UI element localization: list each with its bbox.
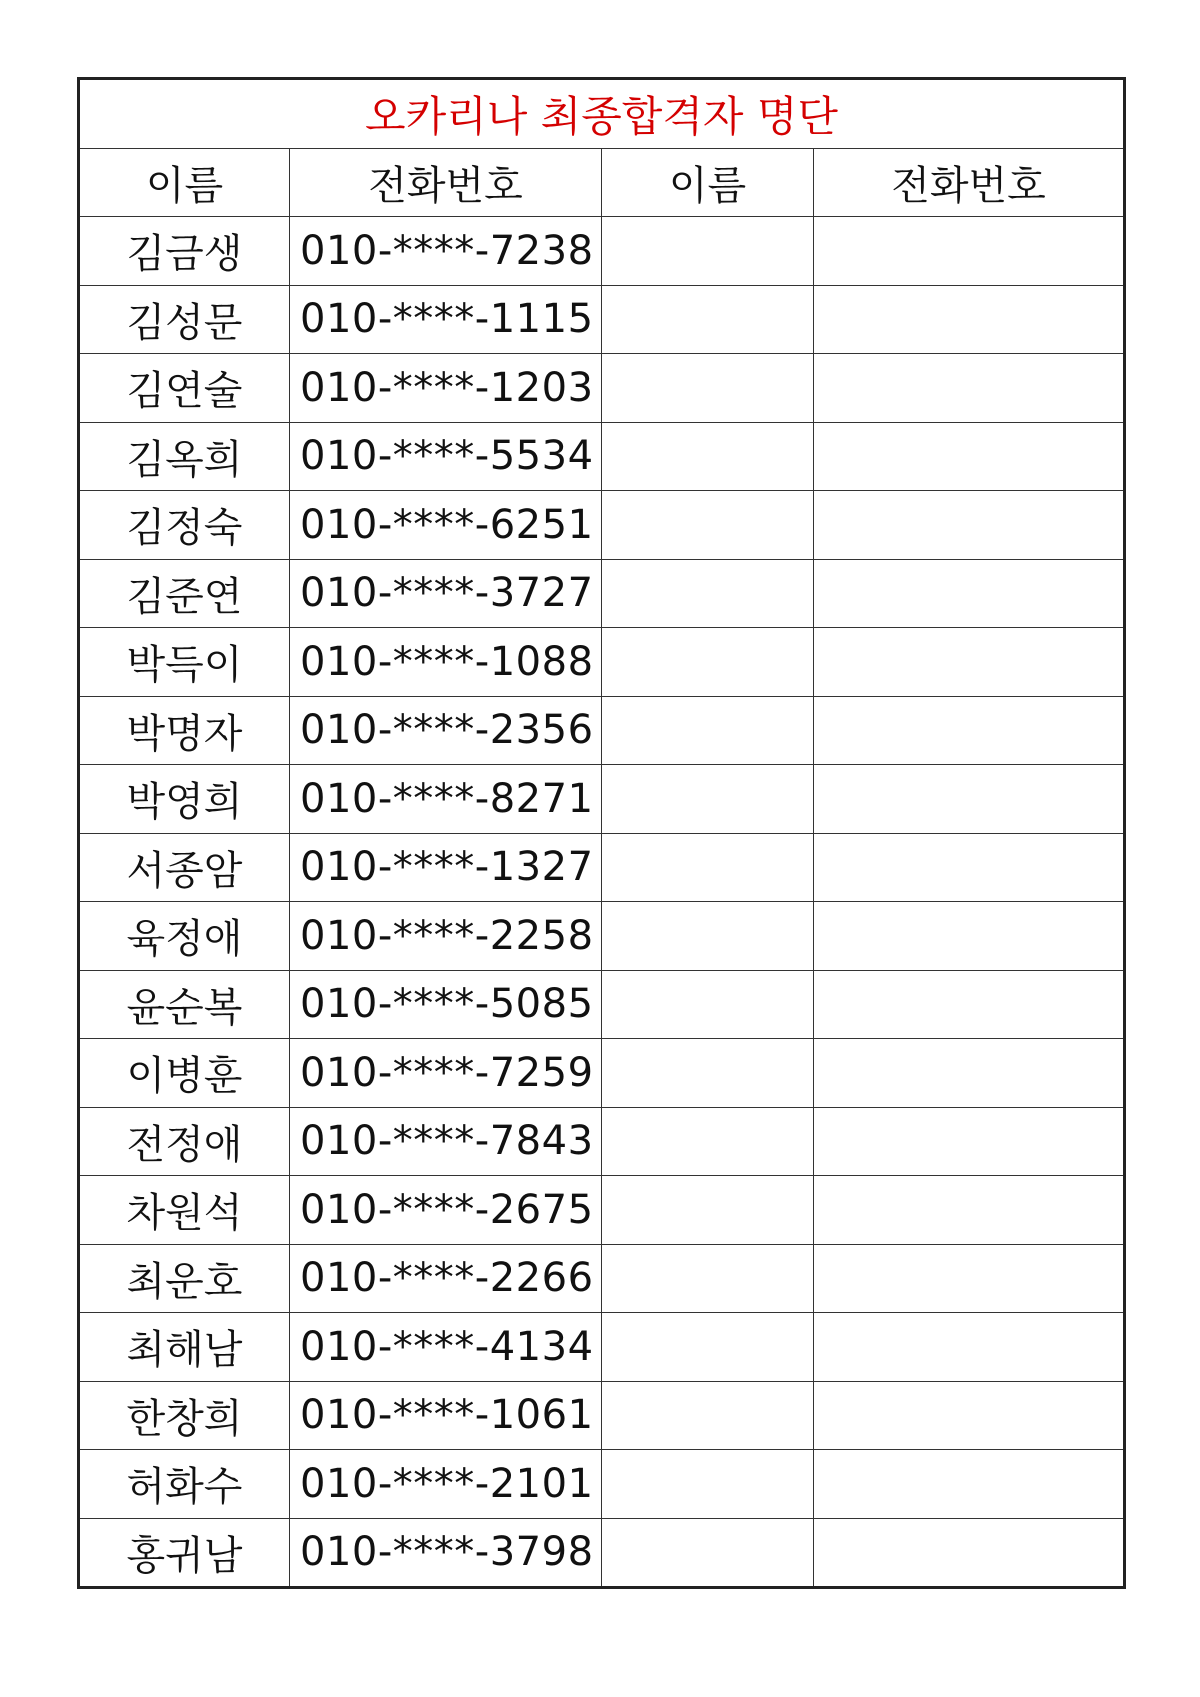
name-cell: 전정애 xyxy=(79,1107,290,1176)
phone-cell-empty xyxy=(814,765,1125,834)
phone-cell-empty xyxy=(814,491,1125,560)
header-name-2: 이름 xyxy=(602,148,814,217)
phone-cell: 010-****-3798 xyxy=(290,1518,602,1588)
phone-cell-empty xyxy=(814,354,1125,423)
header-row xyxy=(79,148,1125,217)
table-title: 오카리나 최종합격자 명단 xyxy=(79,79,1125,149)
table-row xyxy=(79,833,1125,902)
phone-cell: 010-****-1203 xyxy=(290,354,602,423)
phone-cell: 010-****-5085 xyxy=(290,970,602,1039)
name-cell-empty xyxy=(602,765,814,834)
phone-cell: 010-****-8271 xyxy=(290,765,602,834)
name-cell: 이병훈 xyxy=(79,1039,290,1108)
name-cell: 최해남 xyxy=(79,1313,290,1382)
name-cell: 윤순복 xyxy=(79,970,290,1039)
name-cell-empty xyxy=(602,491,814,560)
name-cell: 박영희 xyxy=(79,765,290,834)
name-cell-empty xyxy=(602,833,814,902)
name-cell: 서종암 xyxy=(79,833,290,902)
name-cell: 차원석 xyxy=(79,1176,290,1245)
name-cell-empty xyxy=(602,559,814,628)
name-cell: 김준연 xyxy=(79,559,290,628)
phone-cell-empty xyxy=(814,217,1125,286)
table-row xyxy=(79,1450,1125,1519)
phone-cell-empty xyxy=(814,1039,1125,1108)
phone-cell: 010-****-2101 xyxy=(290,1450,602,1519)
name-cell: 김옥희 xyxy=(79,422,290,491)
name-cell-empty xyxy=(602,1244,814,1313)
phone-cell: 010-****-7259 xyxy=(290,1039,602,1108)
table-row xyxy=(79,217,1125,286)
name-cell: 김금생 xyxy=(79,217,290,286)
table-row xyxy=(79,1381,1125,1450)
phone-cell: 010-****-2675 xyxy=(290,1176,602,1245)
table-row xyxy=(79,696,1125,765)
table-row xyxy=(79,1244,1125,1313)
name-cell-empty xyxy=(602,1518,814,1588)
name-cell-empty xyxy=(602,1381,814,1450)
name-cell: 박명자 xyxy=(79,696,290,765)
phone-cell-empty xyxy=(814,1244,1125,1313)
name-cell: 김정숙 xyxy=(79,491,290,560)
name-cell-empty xyxy=(602,422,814,491)
phone-cell: 010-****-1327 xyxy=(290,833,602,902)
name-cell-empty xyxy=(602,696,814,765)
name-cell: 박득이 xyxy=(79,628,290,697)
phone-cell: 010-****-3727 xyxy=(290,559,602,628)
name-cell-empty xyxy=(602,354,814,423)
phone-cell: 010-****-4134 xyxy=(290,1313,602,1382)
phone-cell-empty xyxy=(814,902,1125,971)
name-cell: 홍귀남 xyxy=(79,1518,290,1588)
phone-cell: 010-****-5534 xyxy=(290,422,602,491)
phone-cell: 010-****-1115 xyxy=(290,285,602,354)
table-row xyxy=(79,1176,1125,1245)
roster-table xyxy=(77,77,1126,1589)
phone-cell-empty xyxy=(814,1381,1125,1450)
phone-cell-empty xyxy=(814,833,1125,902)
phone-cell: 010-****-6251 xyxy=(290,491,602,560)
header-name: 이름 xyxy=(79,148,290,217)
table-row xyxy=(79,354,1125,423)
name-cell-empty xyxy=(602,970,814,1039)
phone-cell: 010-****-2356 xyxy=(290,696,602,765)
name-cell-empty xyxy=(602,902,814,971)
phone-cell-empty xyxy=(814,559,1125,628)
phone-cell-empty xyxy=(814,1176,1125,1245)
phone-cell-empty xyxy=(814,1107,1125,1176)
table-row xyxy=(79,970,1125,1039)
name-cell: 최운호 xyxy=(79,1244,290,1313)
name-cell: 김연술 xyxy=(79,354,290,423)
phone-cell-empty xyxy=(814,696,1125,765)
name-cell-empty xyxy=(602,285,814,354)
header-phone-2: 전화번호 xyxy=(814,148,1125,217)
name-cell: 한창희 xyxy=(79,1381,290,1450)
phone-cell: 010-****-2266 xyxy=(290,1244,602,1313)
table-row xyxy=(79,1313,1125,1382)
phone-cell: 010-****-2258 xyxy=(290,902,602,971)
table-row xyxy=(79,422,1125,491)
name-cell-empty xyxy=(602,1176,814,1245)
phone-cell: 010-****-1061 xyxy=(290,1381,602,1450)
table-row xyxy=(79,902,1125,971)
phone-cell-empty xyxy=(814,970,1125,1039)
name-cell-empty xyxy=(602,1450,814,1519)
phone-cell-empty xyxy=(814,1313,1125,1382)
name-cell: 김성문 xyxy=(79,285,290,354)
table-row xyxy=(79,491,1125,560)
name-cell: 허화수 xyxy=(79,1450,290,1519)
title-row xyxy=(79,79,1125,149)
name-cell: 육정애 xyxy=(79,902,290,971)
name-cell-empty xyxy=(602,217,814,286)
phone-cell-empty xyxy=(814,1450,1125,1519)
table-row xyxy=(79,1107,1125,1176)
table-row xyxy=(79,765,1125,834)
table-row xyxy=(79,1039,1125,1108)
table-row xyxy=(79,628,1125,697)
name-cell-empty xyxy=(602,1313,814,1382)
phone-cell-empty xyxy=(814,285,1125,354)
phone-cell: 010-****-7843 xyxy=(290,1107,602,1176)
name-cell-empty xyxy=(602,1107,814,1176)
table-row xyxy=(79,1518,1125,1588)
phone-cell-empty xyxy=(814,628,1125,697)
name-cell-empty xyxy=(602,628,814,697)
header-phone: 전화번호 xyxy=(290,148,602,217)
name-cell-empty xyxy=(602,1039,814,1108)
phone-cell: 010-****-7238 xyxy=(290,217,602,286)
table-row xyxy=(79,559,1125,628)
document-sheet xyxy=(77,77,1126,1589)
phone-cell-empty xyxy=(814,422,1125,491)
phone-cell: 010-****-1088 xyxy=(290,628,602,697)
phone-cell-empty xyxy=(814,1518,1125,1588)
table-row xyxy=(79,285,1125,354)
